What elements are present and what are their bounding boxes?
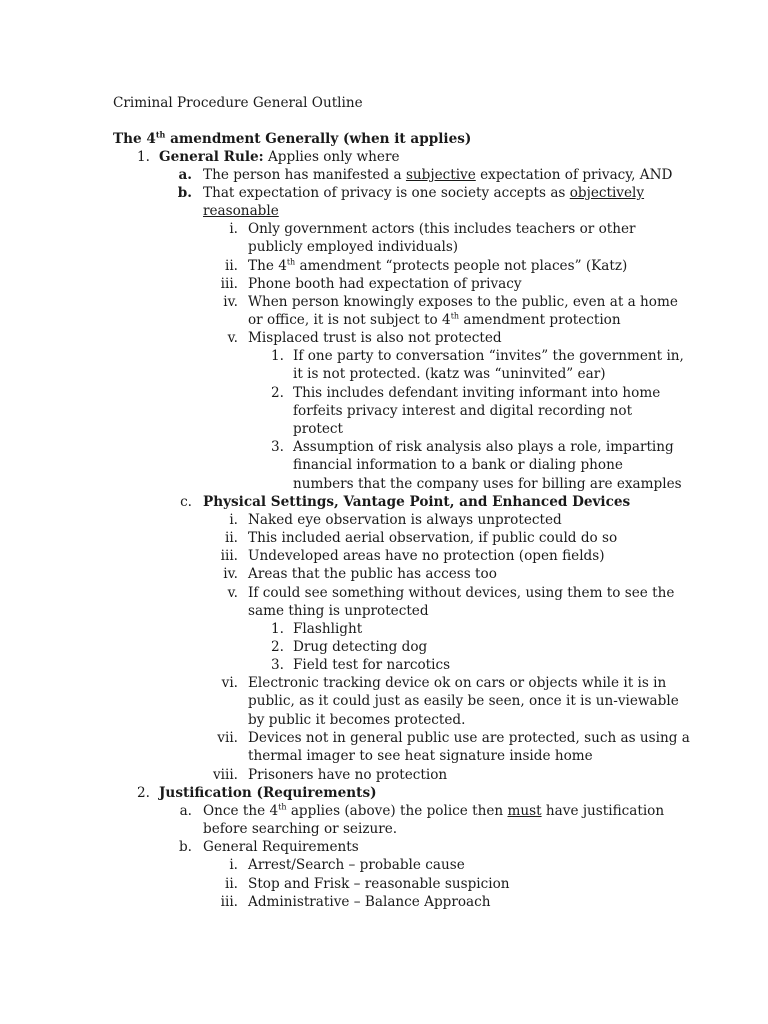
list-item-text: before searching or seizure. [203,821,398,837]
list-roman: ii. [224,530,238,546]
list-item-text: Misplaced trust is also not protected [248,330,502,346]
list-item-text: same thing is unprotected [248,603,429,619]
list-number: 1. [271,621,284,637]
list-item-text: Assumption of risk analysis also plays a role, imparting [293,439,674,455]
list-item-text: forfeits privacy interest and digital recording not [293,403,633,419]
list-number: 2. [137,785,150,801]
list-roman: ii. [224,258,238,274]
list-item-text: Stop and Frisk – reasonable suspicion [248,876,510,892]
section-heading: Justification (Requirements) [159,785,377,801]
list-item-text: or office, it is not subject to 4th amendment protection [248,311,621,328]
list-roman: i. [229,512,238,528]
list-roman: iii. [220,894,238,910]
list-item-text: Field test for narcotics [293,657,451,673]
list-item-text: This included aerial observation, if public could do so [248,530,618,546]
list-number: 2. [271,385,284,401]
list-item-text: it is not protected. (katz was “uninvited” ear) [293,366,606,382]
list-item-text: public, as it could just as easily be seen, once it is un-viewable [248,693,679,709]
list-roman: ii. [224,876,238,892]
list-item-text: Areas that the public has access too [248,566,497,582]
list-item-text: General Requirements [203,839,359,855]
list-item-text: thermal imager to see heat signature inside home [248,748,593,764]
list-letter: a. [179,803,192,819]
list-item-text: This includes defendant inviting informant into home [293,385,661,401]
list-item-text: Electronic tracking device ok on cars or objects while it is in [248,675,667,691]
list-roman: iii. [220,276,238,292]
list-roman: viii. [212,767,238,783]
list-roman: iv. [223,294,238,310]
list-item-text: Arrest/Search – probable cause [248,857,465,873]
list-letter: b. [177,185,192,201]
list-item-text: If could see something without devices, using them to see the [248,585,675,601]
list-item-text: publicly employed individuals) [248,239,459,255]
list-letter: b. [178,839,192,855]
list-item-text: That expectation of privacy is one society accepts as objectively [203,185,645,201]
list-roman: iv. [223,566,238,582]
list-item-text: Flashlight [293,621,363,637]
subsection-heading: Physical Settings, Vantage Point, and Enhanced Devices [203,494,631,510]
list-item-text: Drug detecting dog [293,639,428,655]
list-item-text: by public it becomes protected. [248,712,466,728]
list-letter: a. [178,167,192,183]
list-item-text: financial information to a bank or dialing phone [293,457,623,473]
list-item-text: The 4th amendment “protects people not places” (Katz) [248,257,628,274]
section-heading: The 4th amendment Generally (when it applies) [113,129,472,147]
list-item-text: Naked eye observation is always unprotected [248,512,562,528]
list-item-text: Devices not in general public use are protected, such as using a [248,730,690,746]
list-item-text: reasonable [203,203,279,219]
list-number: 3. [271,439,284,455]
document-title: Criminal Procedure General Outline [113,95,363,111]
list-number: 2. [271,639,284,655]
list-item-text: numbers that the company uses for billing are examples [293,476,682,492]
list-item-text: When person knowingly exposes to the public, even at a home [248,294,678,310]
list-number: 3. [271,657,284,673]
list-item-text: Prisoners have no protection [248,767,448,783]
list-item-text: If one party to conversation “invites” the government in, [293,348,684,364]
list-item-text: Once the 4th applies (above) the police then must have justification [203,802,665,819]
list-roman: v. [227,330,238,346]
list-roman: iii. [220,548,238,564]
list-item-text: Only government actors (this includes teachers or other [248,221,636,237]
list-number: 1. [137,149,150,165]
list-item-text: Undeveloped areas have no protection (open fields) [248,548,605,564]
list-number: 1. [271,348,284,364]
list-item-text: protect [293,421,343,437]
list-letter: c. [180,494,192,510]
list-item-text: Administrative – Balance Approach [248,894,491,910]
list-roman: vi. [221,675,238,691]
list-roman: v. [227,585,238,601]
list-roman: vii. [217,730,238,746]
list-roman: i. [229,857,238,873]
list-item-text: Phone booth had expectation of privacy [248,276,522,292]
list-item-text: The person has manifested a subjective expectation of privacy, AND [203,167,673,183]
general-rule-item: General Rule: Applies only where [159,149,400,165]
list-roman: i. [229,221,238,237]
